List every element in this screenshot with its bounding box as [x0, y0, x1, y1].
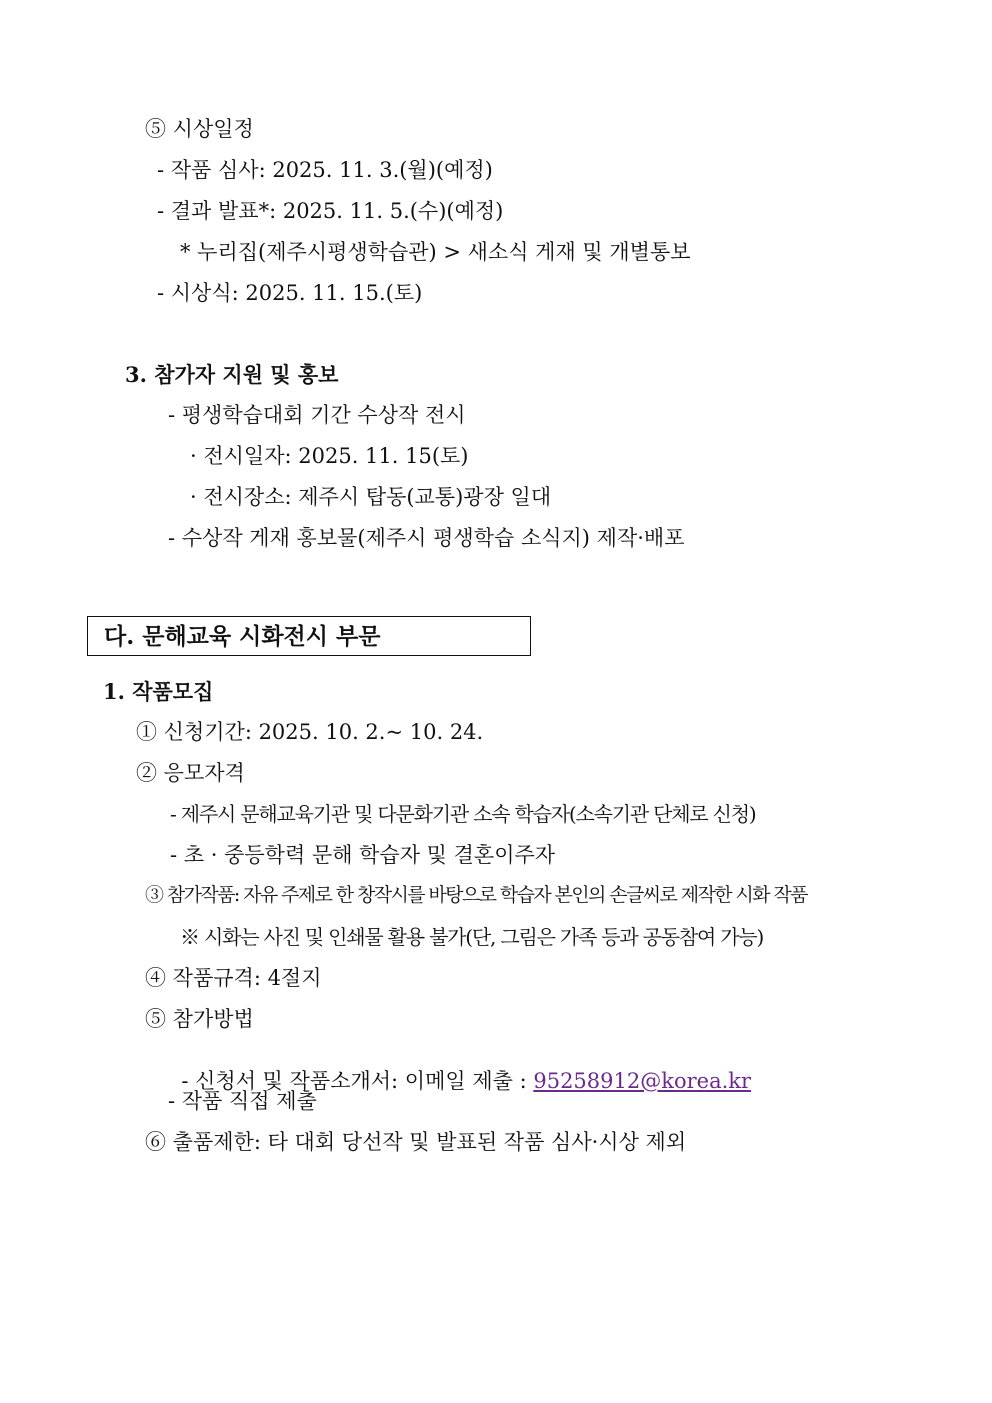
- schedule-heading: ⑤ 시상일정: [145, 117, 254, 141]
- support-item-exhibition-place: · 전시장소: 제주시 탑동(교통)광장 일대: [190, 485, 552, 509]
- email-link[interactable]: 95258912@korea.kr: [533, 1069, 752, 1093]
- section-title-box: [87, 616, 531, 656]
- eligibility-heading: ② 응모자격: [136, 761, 245, 785]
- entry-description: ③ 참가작품: 자유 주제로 한 창작시를 바탕으로 학습자 본인의 손글씨로 제작한 시화 작품: [145, 884, 807, 906]
- submission-restriction: ⑥ 출품제한: 타 대회 당선작 및 발표된 작품 심사·시상 제외: [145, 1130, 687, 1154]
- support-item-newsletter: - 수상작 게재 홍보물(제주시 평생학습 소식지) 제작·배포: [168, 526, 685, 550]
- eligibility-item-learners: - 초 · 중등학력 문해 학습자 및 결혼이주자: [170, 843, 556, 867]
- schedule-item-ceremony: - 시상식: 2025. 11. 15.(토): [157, 281, 423, 305]
- method-email-label: - 신청서 및 작품소개서: 이메일 제출 :: [181, 1069, 534, 1093]
- schedule-item-review: - 작품 심사: 2025. 11. 3.(월)(예정): [157, 158, 493, 182]
- recruit-heading: 1. 작품모집: [103, 679, 214, 704]
- method-direct: - 작품 직접 제출: [168, 1089, 317, 1113]
- application-period: ① 신청기간: 2025. 10. 2.~ 10. 24.: [136, 720, 484, 744]
- support-heading: 3. 참가자 지원 및 홍보: [125, 362, 339, 387]
- method-heading: ⑤ 참가방법: [145, 1007, 254, 1031]
- entry-note: ※ 시화는 사진 및 인쇄물 활용 불가(단, 그림은 가족 등과 공동참여 가능): [180, 925, 764, 949]
- method-email-line: [168, 1050, 751, 1092]
- section-title: 다. 문해교육 시화전시 부문: [104, 623, 381, 650]
- support-item-exhibition-date: · 전시일자: 2025. 11. 15(토): [190, 444, 469, 468]
- support-item-exhibition: - 평생학습대회 기간 수상작 전시: [168, 403, 466, 427]
- schedule-item-announcement: - 결과 발표*: 2025. 11. 5.(수)(예정): [157, 199, 504, 223]
- entry-spec: ④ 작품규격: 4절지: [145, 966, 322, 990]
- eligibility-item-institutions: - 제주시 문해교육기관 및 다문화기관 소속 학습자(소속기관 단체로 신청): [170, 802, 756, 826]
- schedule-item-note: * 누리집(제주시평생학습관) > 새소식 게재 및 개별통보: [180, 240, 691, 264]
